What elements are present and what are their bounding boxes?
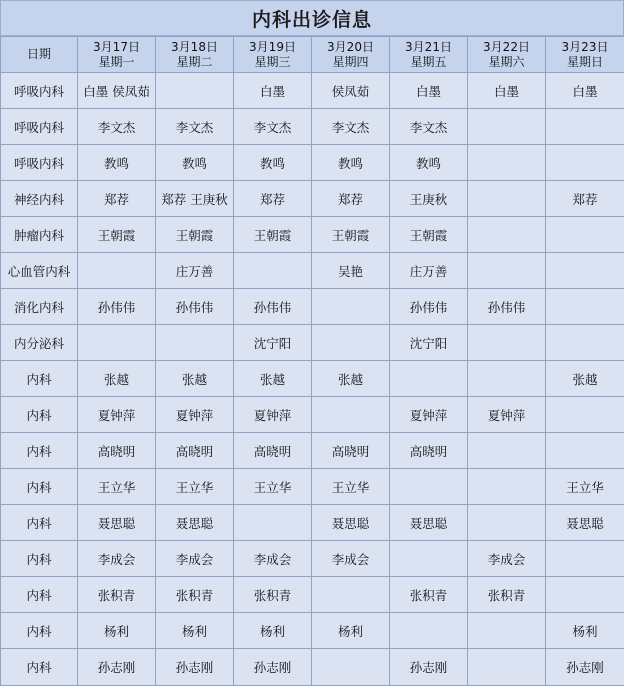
doctor-cell: 张积青 — [468, 577, 546, 613]
doctor-cell: 孙志刚 — [78, 649, 156, 686]
doctor-cell: 李文杰 — [390, 109, 468, 145]
header-day — [390, 37, 468, 73]
doctor-cell: 郑荐 王庚秋 — [156, 181, 234, 217]
header-date-label: 日期 — [1, 37, 78, 73]
department-cell: 心血管内科 — [1, 253, 78, 289]
doctor-cell — [468, 433, 546, 469]
doctor-cell: 教鸣 — [156, 145, 234, 181]
doctor-cell: 张越 — [156, 361, 234, 397]
doctor-cell — [390, 541, 468, 577]
doctor-cell: 张越 — [312, 361, 390, 397]
department-cell: 内科 — [1, 577, 78, 613]
doctor-cell — [468, 613, 546, 649]
doctor-cell — [390, 361, 468, 397]
doctor-cell — [312, 649, 390, 686]
doctor-cell: 张积青 — [390, 577, 468, 613]
doctor-cell: 李文杰 — [78, 109, 156, 145]
doctor-cell: 庄万善 — [156, 253, 234, 289]
doctor-cell: 夏钟萍 — [156, 397, 234, 433]
department-cell: 肿瘤内科 — [1, 217, 78, 253]
doctor-cell: 沈宁阳 — [390, 325, 468, 361]
doctor-cell: 孙志刚 — [234, 649, 312, 686]
doctor-cell: 孙志刚 — [546, 649, 624, 686]
header-day — [468, 37, 546, 73]
doctor-cell: 白墨 — [234, 73, 312, 109]
doctor-cell: 夏钟萍 — [390, 397, 468, 433]
doctor-cell — [390, 469, 468, 505]
doctor-cell — [156, 73, 234, 109]
doctor-cell: 高晓明 — [234, 433, 312, 469]
doctor-cell: 李成会 — [78, 541, 156, 577]
table-header — [1, 37, 624, 73]
doctor-cell — [468, 505, 546, 541]
doctor-cell: 教鸣 — [390, 145, 468, 181]
doctor-cell: 孙志刚 — [156, 649, 234, 686]
doctor-cell — [468, 109, 546, 145]
doctor-cell: 杨利 — [234, 613, 312, 649]
doctor-cell: 孙伟伟 — [156, 289, 234, 325]
doctor-cell: 王立华 — [234, 469, 312, 505]
table-row — [1, 397, 624, 433]
doctor-cell — [78, 325, 156, 361]
doctor-cell: 杨利 — [312, 613, 390, 649]
doctor-cell — [468, 253, 546, 289]
doctor-cell: 李文杰 — [234, 109, 312, 145]
doctor-cell: 教鸣 — [78, 145, 156, 181]
header-row — [1, 37, 624, 73]
doctor-cell — [312, 289, 390, 325]
doctor-cell: 王立华 — [312, 469, 390, 505]
department-cell: 呼吸内科 — [1, 73, 78, 109]
header-day-date: 3月23日 — [561, 39, 609, 54]
doctor-cell: 高晓明 — [312, 433, 390, 469]
doctor-cell — [156, 325, 234, 361]
doctor-cell: 高晓明 — [390, 433, 468, 469]
doctor-cell — [390, 613, 468, 649]
doctor-cell — [234, 505, 312, 541]
header-day-date: 3月20日 — [327, 39, 374, 54]
header-day-date: 3月18日 — [171, 39, 218, 54]
doctor-cell: 李成会 — [234, 541, 312, 577]
doctor-cell: 夏钟萍 — [78, 397, 156, 433]
department-cell: 内科 — [1, 505, 78, 541]
doctor-cell: 王立华 — [78, 469, 156, 505]
doctor-cell: 白墨 侯凤茹 — [78, 73, 156, 109]
doctor-cell — [546, 541, 624, 577]
header-day-weekday: 星期六 — [488, 54, 525, 69]
doctor-cell: 郑荐 — [234, 181, 312, 217]
header-day-weekday: 星期四 — [332, 54, 369, 69]
doctor-cell — [546, 433, 624, 469]
doctor-cell — [234, 253, 312, 289]
department-cell: 内科 — [1, 613, 78, 649]
sheet-title: 内科出诊信息 — [0, 0, 624, 36]
table-row — [1, 181, 624, 217]
doctor-cell: 王朝霞 — [312, 217, 390, 253]
department-cell: 呼吸内科 — [1, 145, 78, 181]
doctor-cell: 郑荐 — [78, 181, 156, 217]
doctor-cell: 侯凤茹 — [312, 73, 390, 109]
doctor-cell: 杨利 — [546, 613, 624, 649]
table-row — [1, 541, 624, 577]
doctor-cell — [546, 217, 624, 253]
department-cell: 内科 — [1, 433, 78, 469]
doctor-cell: 张积青 — [156, 577, 234, 613]
doctor-cell — [312, 397, 390, 433]
header-day-weekday: 星期日 — [566, 54, 603, 69]
header-day-date: 3月19日 — [249, 39, 296, 54]
table-row — [1, 505, 624, 541]
department-cell: 内科 — [1, 541, 78, 577]
header-day — [234, 37, 312, 73]
department-cell: 内分泌科 — [1, 325, 78, 361]
doctor-cell: 张越 — [234, 361, 312, 397]
doctor-cell: 夏钟萍 — [468, 397, 546, 433]
doctor-cell: 教鸣 — [234, 145, 312, 181]
doctor-cell — [468, 181, 546, 217]
table-row — [1, 217, 624, 253]
doctor-cell: 张积青 — [234, 577, 312, 613]
doctor-cell — [468, 145, 546, 181]
doctor-cell: 白墨 — [390, 73, 468, 109]
doctor-cell: 庄万善 — [390, 253, 468, 289]
table-row — [1, 361, 624, 397]
table-row — [1, 109, 624, 145]
doctor-cell: 沈宁阳 — [234, 325, 312, 361]
department-cell: 呼吸内科 — [1, 109, 78, 145]
doctor-cell: 王立华 — [156, 469, 234, 505]
table-row — [1, 145, 624, 181]
doctor-cell: 李文杰 — [156, 109, 234, 145]
doctor-cell — [468, 217, 546, 253]
header-day-weekday: 星期一 — [98, 54, 135, 69]
doctor-cell: 王朝霞 — [78, 217, 156, 253]
doctor-cell: 李成会 — [312, 541, 390, 577]
department-cell: 消化内科 — [1, 289, 78, 325]
doctor-cell: 张积青 — [78, 577, 156, 613]
doctor-cell: 白墨 — [546, 73, 624, 109]
doctor-cell — [546, 109, 624, 145]
doctor-cell: 张越 — [78, 361, 156, 397]
doctor-cell: 高晓明 — [78, 433, 156, 469]
header-day-weekday: 星期三 — [254, 54, 291, 69]
schedule-table — [0, 36, 624, 686]
doctor-cell — [468, 325, 546, 361]
table-row — [1, 253, 624, 289]
header-day — [156, 37, 234, 73]
doctor-cell: 孙伟伟 — [468, 289, 546, 325]
doctor-cell: 孙伟伟 — [78, 289, 156, 325]
header-day — [546, 37, 624, 73]
doctor-cell: 王立华 — [546, 469, 624, 505]
doctor-cell — [312, 577, 390, 613]
header-day-weekday: 星期五 — [410, 54, 447, 69]
doctor-cell: 聂思聪 — [390, 505, 468, 541]
doctor-cell — [546, 289, 624, 325]
doctor-cell — [78, 253, 156, 289]
doctor-cell — [546, 397, 624, 433]
doctor-cell: 李成会 — [468, 541, 546, 577]
department-cell: 内科 — [1, 361, 78, 397]
table-body — [1, 73, 624, 686]
table-row — [1, 289, 624, 325]
doctor-cell: 李成会 — [156, 541, 234, 577]
doctor-cell: 王朝霞 — [156, 217, 234, 253]
doctor-cell — [546, 253, 624, 289]
doctor-cell: 孙伟伟 — [234, 289, 312, 325]
doctor-cell: 教鸣 — [312, 145, 390, 181]
table-row — [1, 73, 624, 109]
doctor-cell: 张越 — [546, 361, 624, 397]
doctor-cell — [468, 361, 546, 397]
header-day-date: 3月17日 — [93, 39, 140, 54]
doctor-cell: 郑荐 — [312, 181, 390, 217]
table-row — [1, 613, 624, 649]
doctor-cell: 夏钟萍 — [234, 397, 312, 433]
doctor-cell: 郑荐 — [546, 181, 624, 217]
doctor-cell — [312, 325, 390, 361]
table-row — [1, 433, 624, 469]
doctor-cell: 王庚秋 — [390, 181, 468, 217]
table-row — [1, 469, 624, 505]
header-day-date: 3月21日 — [405, 39, 452, 54]
department-cell: 神经内科 — [1, 181, 78, 217]
doctor-cell: 王朝霞 — [234, 217, 312, 253]
doctor-cell: 聂思聪 — [78, 505, 156, 541]
doctor-cell: 李文杰 — [312, 109, 390, 145]
doctor-cell: 聂思聪 — [546, 505, 624, 541]
header-day — [78, 37, 156, 73]
doctor-cell — [468, 649, 546, 686]
department-cell: 内科 — [1, 649, 78, 686]
table-row — [1, 325, 624, 361]
doctor-cell: 吴艳 — [312, 253, 390, 289]
department-cell: 内科 — [1, 469, 78, 505]
header-day — [312, 37, 390, 73]
header-day-date: 3月22日 — [483, 39, 530, 54]
header-day-weekday: 星期二 — [176, 54, 213, 69]
doctor-cell: 白墨 — [468, 73, 546, 109]
doctor-cell — [546, 325, 624, 361]
doctor-cell: 孙伟伟 — [390, 289, 468, 325]
department-cell: 内科 — [1, 397, 78, 433]
doctor-cell: 王朝霞 — [390, 217, 468, 253]
table-row — [1, 577, 624, 613]
doctor-cell: 孙志刚 — [390, 649, 468, 686]
table-row — [1, 649, 624, 686]
doctor-cell — [546, 145, 624, 181]
doctor-cell: 杨利 — [78, 613, 156, 649]
doctor-cell: 高晓明 — [156, 433, 234, 469]
doctor-cell — [468, 469, 546, 505]
doctor-cell: 聂思聪 — [312, 505, 390, 541]
doctor-cell — [546, 577, 624, 613]
doctor-cell: 聂思聪 — [156, 505, 234, 541]
doctor-cell: 杨利 — [156, 613, 234, 649]
